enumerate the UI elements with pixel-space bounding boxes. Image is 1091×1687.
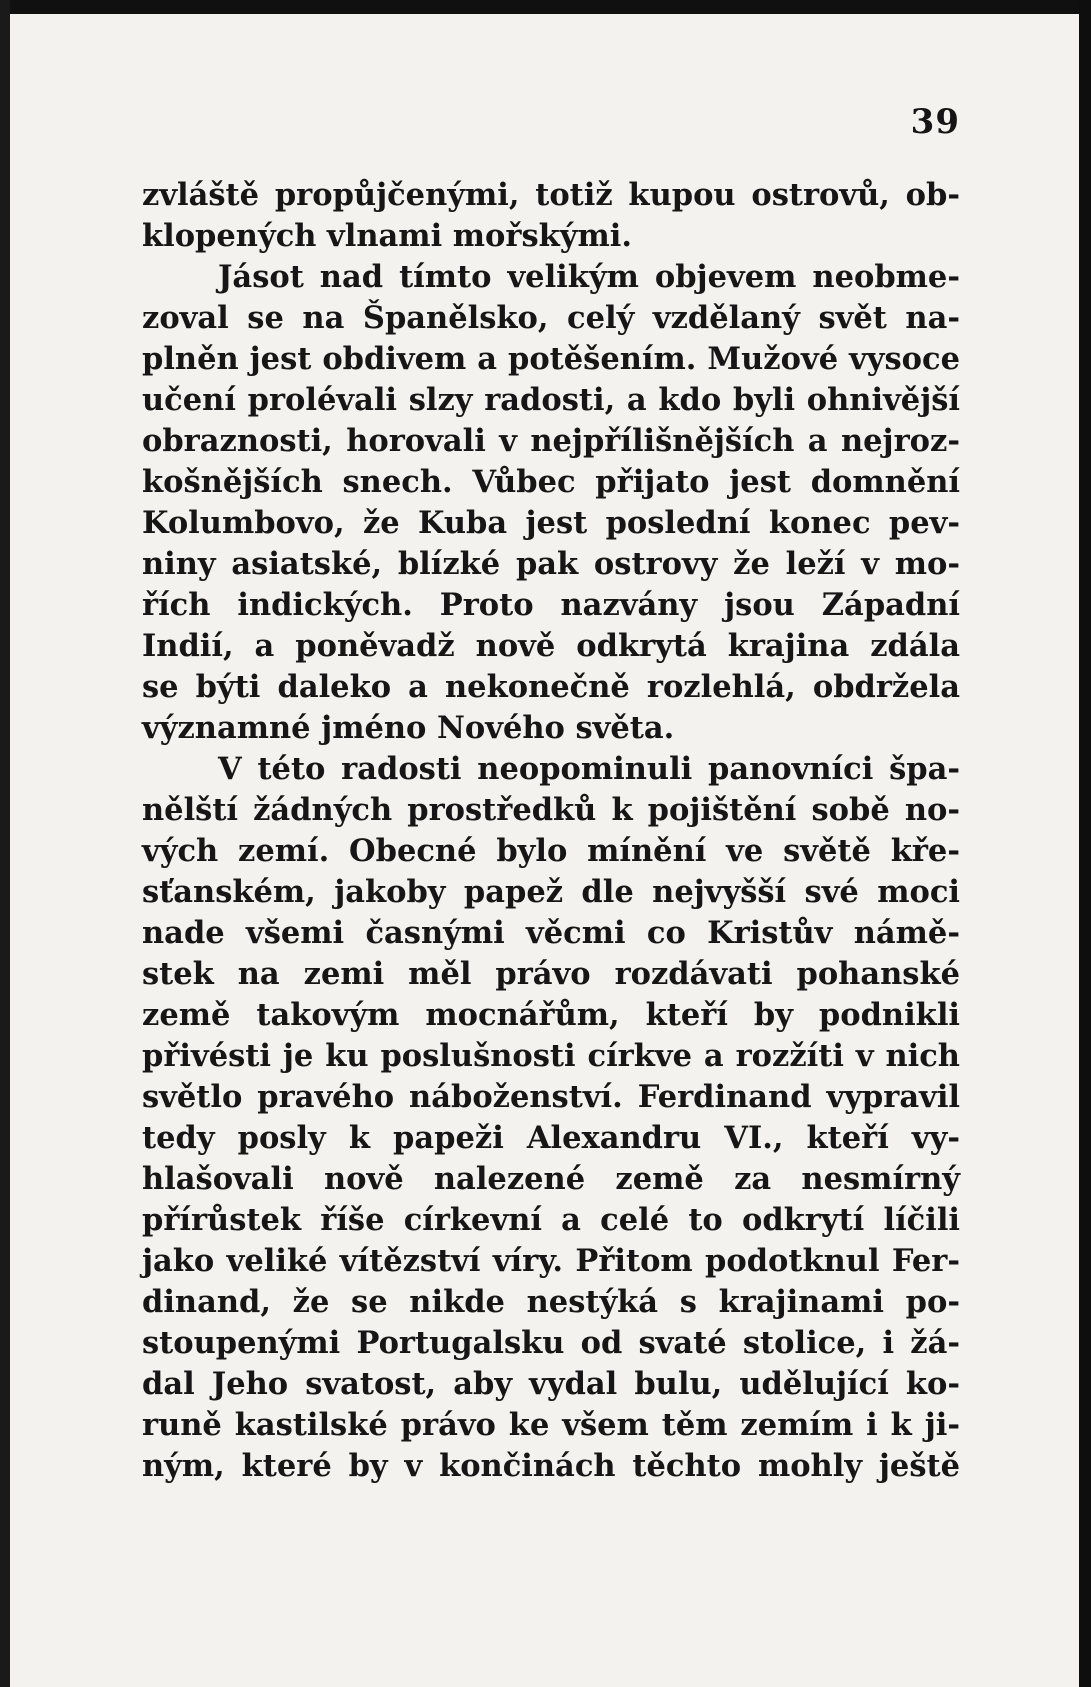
text-line: zvláště propůjčenými, totiž kupou ostrovů, ob- xyxy=(142,177,960,213)
body-text xyxy=(142,175,960,1487)
text-line: zoval se na Španělsko, celý vzdělaný svět na- xyxy=(142,300,960,336)
text-line: V této radosti neopominuli panovníci špa- xyxy=(218,751,960,787)
text-line: sťanském, jakoby papež dle nejvyšší své moci xyxy=(142,874,960,910)
text-line: Jásot nad tímto velikým objevem neobme- xyxy=(218,259,960,295)
text-line: se býti daleko a nekonečně rozlehlá, obdržela xyxy=(142,669,960,705)
text-line: Kolumbovo, že Kuba jest poslední konec pev- xyxy=(142,505,960,541)
text-line: učení prolévali slzy radosti, a kdo byli ohnivější xyxy=(142,382,960,418)
text-line: ným, které by v končinách těchto mohly ještě xyxy=(142,1448,960,1484)
text-line: světlo pravého náboženství. Ferdinand vypravil xyxy=(142,1079,960,1115)
text-line: významné jméno Nového světa. xyxy=(142,710,675,746)
text-line: tedy posly k papeži Alexandru VI., kteří vy- xyxy=(142,1120,960,1156)
text-line: stek na zemi měl právo rozdávati pohanské xyxy=(142,956,960,992)
text-line: stoupenými Portugalsku od svaté stolice, i žá- xyxy=(142,1325,960,1361)
text-line: dinand, že se nikde nestýká s krajinami po- xyxy=(142,1284,960,1320)
text-line: přivésti je ku poslušnosti církve a rozžíti v nich xyxy=(142,1038,960,1074)
text-line: vých zemí. Obecné bylo mínění ve světě kře- xyxy=(142,833,960,869)
text-line: nělští žádných prostředků k pojištění sobě no- xyxy=(142,792,960,828)
text-line: niny asiatské, blízké pak ostrovy že leží v mo- xyxy=(142,546,960,582)
text-line: hlašovali nově nalezené země za nesmírný xyxy=(142,1161,960,1197)
text-line: přírůstek říše církevní a celé to odkrytí líčili xyxy=(142,1202,960,1238)
text-line: košnějších snech. Vůbec přijato jest domnění xyxy=(142,464,960,500)
page-number: 39 xyxy=(910,102,960,142)
text-line: runě kastilské právo ke všem těm zemím i k ji- xyxy=(142,1407,960,1443)
scan-border-right xyxy=(1079,0,1091,1687)
text-line: dal Jeho svatost, aby vydal bulu, udělující ko- xyxy=(142,1366,960,1402)
text-line: plněn jest obdivem a potěšením. Mužové vysoce xyxy=(142,341,960,377)
scan-border-top xyxy=(0,0,1091,14)
text-line: Indií, a poněvadž nově odkrytá krajina zdála xyxy=(142,628,960,664)
text-line: řích indických. Proto nazvány jsou Západní xyxy=(142,587,960,623)
book-page xyxy=(10,14,1079,1687)
text-line: obraznosti, horovali v nejpřílišnějších a nejroz- xyxy=(142,423,960,459)
text-line: nade všemi časnými věcmi co Kristův námě- xyxy=(142,915,960,951)
scan-border-left xyxy=(0,0,10,1687)
text-line: jako veliké vítězství víry. Přitom podotknul Fer- xyxy=(142,1243,960,1279)
text-line: klopených vlnami mořskými. xyxy=(142,218,632,254)
text-line: země takovým mocnářům, kteří by podnikli xyxy=(142,997,960,1033)
